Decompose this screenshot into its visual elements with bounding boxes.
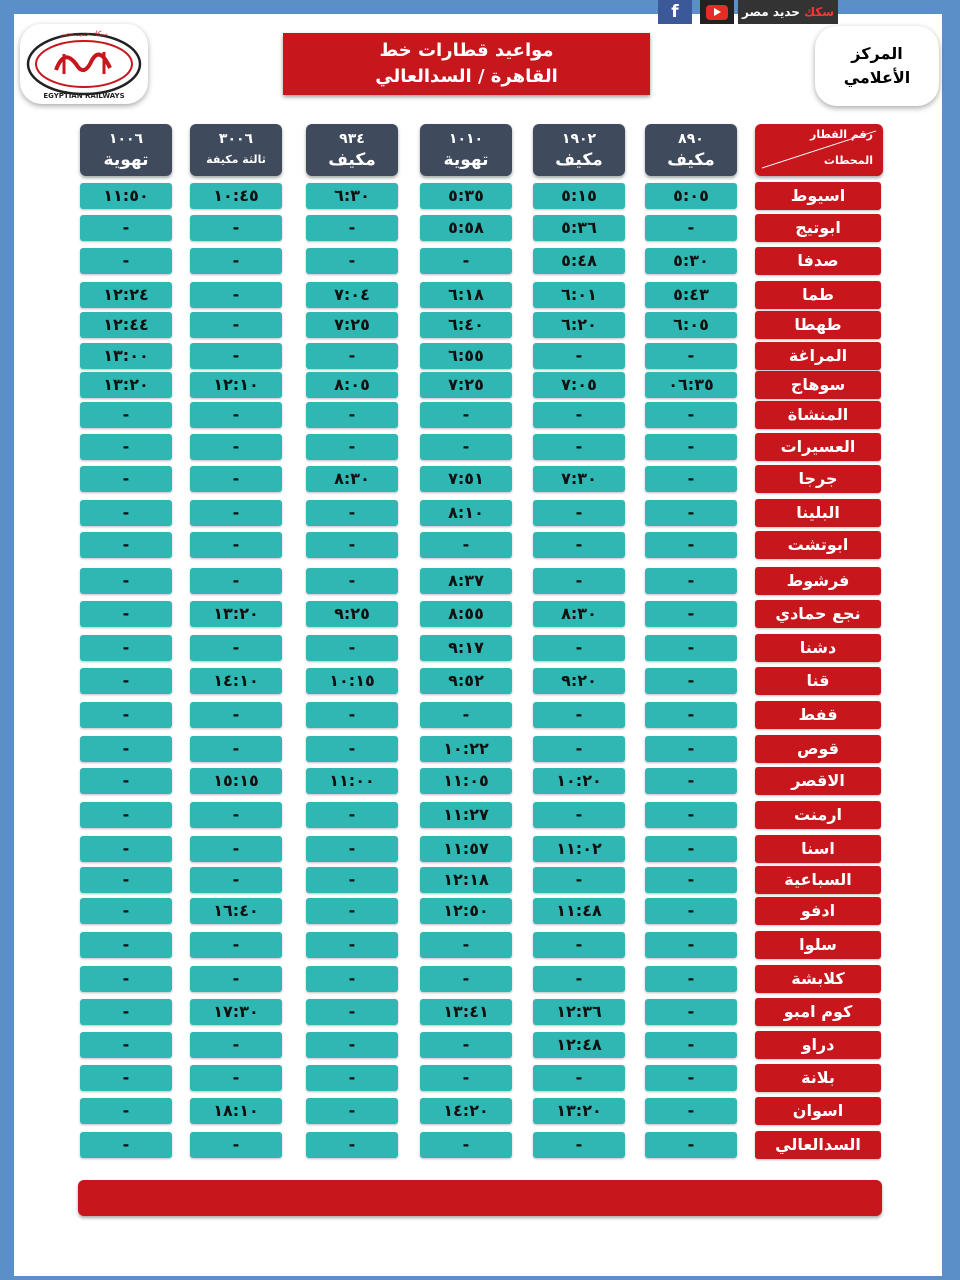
time-cell: - [190,282,282,308]
train-type: مكيف [555,150,603,170]
station-name: ادفو [755,897,881,925]
time-cell: - [533,402,625,428]
time-cell: ٦:٣٠ [306,183,398,209]
time-cell: - [645,215,737,241]
time-cell: - [533,1132,625,1158]
time-cell: ١٣:٤١ [420,999,512,1025]
time-cell: - [190,532,282,558]
time-cell: ١٠:٤٥ [190,183,282,209]
time-cell: ٧:٥١ [420,466,512,492]
time-cell: ٥:٥٨ [420,215,512,241]
time-cell: - [190,802,282,828]
station-name: سلوا [755,931,881,959]
station-column-header [755,124,883,176]
time-cell: - [306,635,398,661]
time-cell: ١٨:١٠ [190,1098,282,1124]
time-cell: ٩:٢٠ [533,668,625,694]
time-cell: ٨:٣٠ [306,466,398,492]
station-name: طهطا [755,311,881,339]
time-cell: ٦:٥٥ [420,343,512,369]
time-cell: ١٠:١٥ [306,668,398,694]
time-cell: - [533,568,625,594]
train-header [306,124,398,176]
time-cell: - [645,568,737,594]
time-cell: - [80,966,172,992]
time-cell: - [306,999,398,1025]
time-cell: ٠٦:٣٥ [645,372,737,398]
time-cell: - [645,768,737,794]
time-cell: - [80,702,172,728]
time-cell: ٦:٠١ [533,282,625,308]
station-name: طما [755,281,881,309]
time-cell: - [80,802,172,828]
time-cell: - [190,402,282,428]
time-cell: - [80,532,172,558]
time-cell: - [306,702,398,728]
train-number: ١٩٠٢ [561,131,597,147]
time-cell: - [190,736,282,762]
train-header [190,124,282,176]
time-cell: ١٧:٣٠ [190,999,282,1025]
station-name: جرجا [755,465,881,493]
station-name: قوص [755,735,881,763]
time-cell: - [306,836,398,862]
time-cell: - [190,434,282,460]
schedule-title [283,33,650,95]
station-name: اسوان [755,1097,881,1125]
train-number: ٣٠٠٦ [218,131,254,147]
title-line-2: القاهرة / السدالعالي [375,66,558,87]
time-cell: ٦:٢٠ [533,312,625,338]
time-cell: - [80,434,172,460]
time-cell: ٧:٣٠ [533,466,625,492]
time-cell: ٧:٠٥ [533,372,625,398]
time-cell: - [645,736,737,762]
train-number: ١٠٠٦ [108,131,144,147]
time-cell: - [306,1098,398,1124]
time-cell: - [420,966,512,992]
time-cell: - [645,932,737,958]
station-name: صدفا [755,247,881,275]
time-cell: - [420,1065,512,1091]
time-cell: - [80,466,172,492]
time-cell: - [533,966,625,992]
station-name: المنشاة [755,401,881,429]
time-cell: - [533,343,625,369]
station-name: السدالعالي [755,1131,881,1159]
time-cell: ٥:٤٨ [533,248,625,274]
time-cell: - [533,1065,625,1091]
train-type: مكيف [667,150,715,170]
time-cell: - [190,215,282,241]
station-name: السباعية [755,866,881,894]
time-cell: - [306,898,398,924]
time-cell: - [306,1132,398,1158]
time-cell: - [645,966,737,992]
time-cell: ٥:٠٥ [645,183,737,209]
station-name: المراغة [755,342,881,370]
time-cell: ١٣:٠٠ [80,343,172,369]
time-cell: - [306,500,398,526]
time-cell: - [80,1132,172,1158]
time-cell: ١١:٠٠ [306,768,398,794]
time-cell: - [80,736,172,762]
time-cell: ١٢:٤٨ [533,1032,625,1058]
time-cell: - [645,601,737,627]
time-cell: - [190,836,282,862]
train-number-label: رقم القطار [810,128,873,141]
time-cell: ١٣:٢٠ [533,1098,625,1124]
time-cell: - [306,966,398,992]
time-cell: ١٠:٢٢ [420,736,512,762]
time-cell: - [190,248,282,274]
station-name: دشنا [755,634,881,662]
time-cell: - [533,802,625,828]
station-name: ابوتيج [755,214,881,242]
station-name: البلينا [755,499,881,527]
time-cell: - [420,434,512,460]
station-name: سوهاج [755,371,881,399]
time-cell: ١٣:٢٠ [190,601,282,627]
station-name: اسيوط [755,182,881,210]
train-number: ١٠١٠ [448,131,484,147]
time-cell: ١١:٠٢ [533,836,625,862]
time-cell: - [306,1032,398,1058]
station-name: العسيرات [755,433,881,461]
time-cell: - [645,466,737,492]
station-name: الاقصر [755,767,881,795]
time-cell: - [190,1032,282,1058]
time-cell: ١١:٥٧ [420,836,512,862]
time-cell: ١٢:٣٦ [533,999,625,1025]
time-cell: - [645,434,737,460]
time-cell: - [306,568,398,594]
train-type: تهوية [443,150,489,170]
time-cell: - [190,702,282,728]
time-cell: - [80,668,172,694]
time-cell: - [533,434,625,460]
time-cell: ١٠:٢٠ [533,768,625,794]
time-cell: - [80,601,172,627]
time-cell: - [645,836,737,862]
time-cell: - [645,898,737,924]
title-line-1: مواعيد قطارات خط [379,40,554,61]
time-cell: ١٢:٢٤ [80,282,172,308]
station-name: كلابشة [755,965,881,993]
time-cell: ١٤:٢٠ [420,1098,512,1124]
time-cell: ١٥:١٥ [190,768,282,794]
time-cell: ٧:٢٥ [306,312,398,338]
media-center-badge [815,26,939,106]
time-cell: ٨:٥٥ [420,601,512,627]
time-cell: - [306,736,398,762]
time-cell: - [80,215,172,241]
time-cell: - [533,736,625,762]
time-cell: ٥:١٥ [533,183,625,209]
time-cell: ١٦:٤٠ [190,898,282,924]
time-cell: - [306,402,398,428]
train-header [645,124,737,176]
stations-label: المحطات [823,154,873,167]
time-cell: - [80,635,172,661]
time-cell: ٨:٣٧ [420,568,512,594]
time-cell: - [533,702,625,728]
footer-bar [78,1180,882,1216]
channel-name: سكك حديد مصر [738,0,838,24]
time-cell: - [645,802,737,828]
time-cell: - [645,1098,737,1124]
train-header [420,124,512,176]
time-cell: - [645,500,737,526]
time-cell: - [190,966,282,992]
time-cell: - [306,867,398,893]
time-cell: - [645,402,737,428]
time-cell: - [645,867,737,893]
time-cell: ١١:٥٠ [80,183,172,209]
time-cell: - [420,402,512,428]
time-cell: - [80,402,172,428]
time-cell: ٧:٢٥ [420,372,512,398]
train-type: ثالثة مكيفة [206,153,266,166]
time-cell: - [645,635,737,661]
media-line-1: المركز [851,44,903,63]
time-cell: - [533,500,625,526]
time-cell: - [306,932,398,958]
time-cell: - [420,248,512,274]
time-cell: - [420,1032,512,1058]
time-cell: ١١:٠٥ [420,768,512,794]
time-cell: ١١:٤٨ [533,898,625,924]
time-cell: - [533,932,625,958]
facebook-icon[interactable]: f [658,0,692,24]
logo-text-top: سكك حديد مصر [60,30,108,38]
time-cell: ٦:٠٥ [645,312,737,338]
time-cell: - [306,434,398,460]
station-name: دراو [755,1031,881,1059]
station-name: قفط [755,701,881,729]
station-name: بلانة [755,1064,881,1092]
time-cell: - [190,867,282,893]
time-cell: - [645,1032,737,1058]
time-cell: - [645,1065,737,1091]
station-name: ابوتشت [755,531,881,559]
train-type: مكيف [328,150,376,170]
time-cell: - [80,999,172,1025]
logo-text-bottom: EGYPTIAN RAILWAYS [43,92,125,100]
station-name: فرشوط [755,567,881,595]
time-cell: ٩:٥٢ [420,668,512,694]
time-cell: - [645,668,737,694]
media-line-2: الأعلامي [843,68,911,87]
time-cell: - [645,343,737,369]
time-cell: ٨:١٠ [420,500,512,526]
time-cell: - [190,932,282,958]
station-name: ارمنت [755,801,881,829]
time-cell: - [420,702,512,728]
time-cell: - [420,1132,512,1158]
time-cell: ٥:٣٥ [420,183,512,209]
time-cell: - [190,466,282,492]
time-cell: - [80,500,172,526]
time-cell: - [80,1065,172,1091]
time-cell: ١٢:١٠ [190,372,282,398]
time-cell: ٩:١٧ [420,635,512,661]
train-number: ٨٩٠ [678,131,704,147]
time-cell: - [190,568,282,594]
train-header [80,124,172,176]
time-cell: ١٢:٤٤ [80,312,172,338]
station-name: نجع حمادي [755,600,881,628]
time-cell: - [80,836,172,862]
time-cell: - [645,702,737,728]
time-cell: ٦:١٨ [420,282,512,308]
time-cell: ٨:٠٥ [306,372,398,398]
station-name: اسنا [755,835,881,863]
time-cell: ٥:٣٠ [645,248,737,274]
time-cell: ٥:٤٣ [645,282,737,308]
time-cell: - [533,867,625,893]
time-cell: - [190,1065,282,1091]
time-cell: - [190,1132,282,1158]
station-name: كوم امبو [755,998,881,1026]
train-type: تهوية [103,150,149,170]
time-cell: - [80,932,172,958]
time-cell: - [420,532,512,558]
time-cell: - [306,215,398,241]
time-cell: - [190,343,282,369]
time-cell: - [420,932,512,958]
time-cell: ٥:٣٦ [533,215,625,241]
time-cell: - [190,635,282,661]
time-cell: - [80,768,172,794]
time-cell: ٧:٠٤ [306,282,398,308]
time-cell: ١٢:٥٠ [420,898,512,924]
time-cell: - [80,898,172,924]
time-cell: ٩:٢٥ [306,601,398,627]
time-cell: - [190,312,282,338]
time-cell: - [306,802,398,828]
time-cell: - [80,1032,172,1058]
time-cell: - [645,999,737,1025]
time-cell: - [645,1132,737,1158]
time-cell: - [80,248,172,274]
train-header [533,124,625,176]
time-cell: ٦:٤٠ [420,312,512,338]
time-cell: - [306,248,398,274]
time-cell: - [80,867,172,893]
time-cell: ١٣:٢٠ [80,372,172,398]
station-name: قنا [755,667,881,695]
logo-icon [20,24,148,104]
time-cell: - [306,343,398,369]
time-cell: - [645,532,737,558]
time-cell: - [533,635,625,661]
time-cell: - [533,532,625,558]
social-bar [658,0,838,26]
time-cell: ١٢:١٨ [420,867,512,893]
train-number: ٩٣٤ [339,131,365,147]
time-cell: - [306,532,398,558]
time-cell: - [190,500,282,526]
time-cell: - [80,568,172,594]
time-cell: - [306,1065,398,1091]
time-cell: ١٤:١٠ [190,668,282,694]
time-cell: ١١:٢٧ [420,802,512,828]
youtube-icon[interactable] [700,0,734,24]
time-cell: ٨:٣٠ [533,601,625,627]
time-cell: - [80,1098,172,1124]
